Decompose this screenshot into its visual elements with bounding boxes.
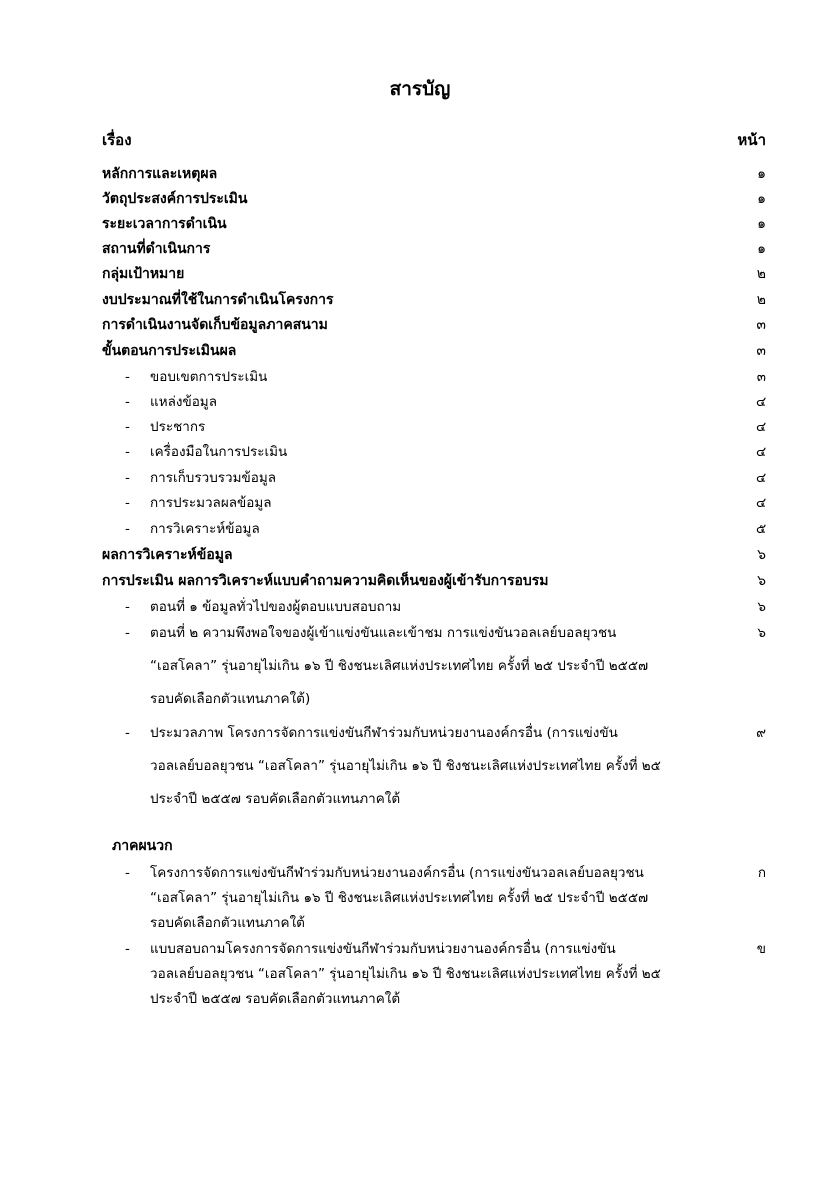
toc-subentry-line: ประมวลภาพ โครงการจัดการแข่งขันกีฬาร่วมกับหน่วยงานองค์กรอื่น (การแข่งขัน xyxy=(150,725,618,741)
page-column-header: หน้า xyxy=(737,131,766,149)
toc-entry-page: ๕ xyxy=(756,521,767,537)
toc-entry-label: การประเมิน ผลการวิเคราะห์แบบคำถามความคิดเห็นของผู้เข้ารับการอบรม xyxy=(102,573,549,589)
toc-subentry-label: การวิเคราะห์ข้อมูล xyxy=(150,521,260,537)
toc-subentry-line: “เอสโคลา” รุ่นอายุไม่เกิน ๑๖ ปี ชิงชนะเลิศแห่งประเทศไทย ครั้งที่ ๒๕ ประจำปี ๒๕๕๗ xyxy=(150,890,649,906)
toc-entry-page: ๑ xyxy=(757,241,766,257)
dash-marker: - xyxy=(125,444,130,460)
toc-subentry-line: “เอสโคลา” รุ่นอายุไม่เกิน ๑๖ ปี ชิงชนะเลิศแห่งประเทศไทย ครั้งที่ ๒๕ ประจำปี ๒๕๕๗ xyxy=(150,658,649,674)
toc-entry-label: หลักการและเหตุผล xyxy=(102,166,218,182)
topic-column-header: เรื่อง xyxy=(102,131,132,149)
toc-subentry-line: แบบสอบถามโครงการจัดการแข่งขันกีฬาร่วมกับหน่วยงานองค์กรอื่น (การแข่งขัน xyxy=(150,941,616,957)
toc-entry-page: ๔ xyxy=(756,470,767,486)
dash-marker: - xyxy=(125,725,130,741)
toc-entry-evaluation[interactable] xyxy=(102,569,766,594)
toc-entry-objectives[interactable] xyxy=(102,187,766,212)
toc-entry-target-group[interactable] xyxy=(102,262,766,287)
toc-entry-page: ๑ xyxy=(757,191,766,207)
toc-entry-label: สถานที่ดำเนินการ xyxy=(102,241,211,257)
toc-entry-page: ๑ xyxy=(757,216,766,232)
toc-entry-label: ขั้นตอนการประเมินผล xyxy=(102,343,237,359)
toc-entry-page: ๔ xyxy=(756,419,767,435)
toc-entry-page: ๔ xyxy=(756,444,767,460)
toc-entry-label: งบประมาณที่ใช้ในการดำเนินโครงการ xyxy=(102,292,334,308)
toc-entry-page: ๖ xyxy=(757,573,766,589)
toc-subentry-label: การเก็บรวบรวมข้อมูล xyxy=(150,470,277,486)
toc-entry-label: การดำเนินงานจัดเก็บข้อมูลภาคสนาม xyxy=(102,317,328,333)
toc-entry-page: ๒ xyxy=(756,266,766,282)
toc-entry-budget[interactable] xyxy=(102,288,766,313)
dash-marker: - xyxy=(125,599,130,615)
toc-subentry-line: รอบคัดเลือกตัวแทนภาคใต้ xyxy=(150,915,305,931)
toc-entry-page: ๒ xyxy=(756,292,766,308)
toc-subentry-label: ตอนที่ ๑ ข้อมูลทั่วไปของผู้ตอบแบบสอบถาม xyxy=(150,599,402,615)
dash-marker: - xyxy=(125,470,130,486)
appendix-title[interactable]: ภาคผนวก xyxy=(112,838,173,854)
toc-entry-label: ระยะเวลาการดำเนิน xyxy=(102,216,227,232)
page-title: สารบัญ xyxy=(389,78,451,100)
toc-entry-page: ๖ xyxy=(757,547,766,563)
toc-entry-evaluation-steps[interactable] xyxy=(102,339,766,364)
toc-entry-page: ๓ xyxy=(756,343,766,359)
toc-entry-page: ๖ xyxy=(757,625,766,641)
toc-subentry-label: ประชากร xyxy=(150,419,206,435)
toc-entry-page: ๔ xyxy=(756,394,767,410)
toc-entry-page: ๙ xyxy=(756,725,766,741)
toc-subentry-line: วอลเลย์บอลยุวชน “เอสโคลา” รุ่นอายุไม่เกิน ๑๖ ปี ชิงชนะเลิศแห่งประเทศไทย ครั้งที่ ๒๕ xyxy=(150,758,661,774)
toc-entry-page: ๔ xyxy=(756,495,767,511)
toc-entry-label: กลุ่มเป้าหมาย xyxy=(102,266,185,282)
toc-entry-duration[interactable] xyxy=(102,212,766,237)
dash-marker: - xyxy=(125,394,130,410)
toc-subentry-line: ประจำปี ๒๕๕๗ รอบคัดเลือกตัวแทนภาคใต้ xyxy=(150,791,401,807)
toc-subentry-line: ตอนที่ ๒ ความพึงพอใจของผู้เข้าแข่งขันและเข้าชม การแข่งขันวอลเลย์บอลยุวชน xyxy=(150,625,617,641)
toc-entry-analysis[interactable] xyxy=(102,543,766,568)
toc-subentry-label: การประมวลผลข้อมูล xyxy=(150,495,272,511)
toc-entry-page: ๖ xyxy=(757,599,766,615)
toc-subentry-line: ประจำปี ๒๕๕๗ รอบคัดเลือกตัวแทนภาคใต้ xyxy=(150,991,401,1007)
dash-marker: - xyxy=(125,941,130,957)
toc-subentry-line: รอบคัดเลือกตัวแทนภาคใต้) xyxy=(150,691,311,707)
toc-subentry-label: ขอบเขตการประเมิน xyxy=(150,369,268,385)
dash-marker: - xyxy=(125,625,130,641)
toc-entry-field-data[interactable] xyxy=(102,313,766,338)
toc-entry-rationale[interactable] xyxy=(102,162,766,187)
dash-marker: - xyxy=(125,369,130,385)
toc-entry-page: ๓ xyxy=(756,317,766,333)
toc-subentry-line: วอลเลย์บอลยุวชน “เอสโคลา” รุ่นอายุไม่เกิน ๑๖ ปี ชิงชนะเลิศแห่งประเทศไทย ครั้งที่ ๒๕ xyxy=(150,966,661,982)
toc-subentry-label: แหล่งข้อมูล xyxy=(150,394,217,410)
toc-entry-page: ๑ xyxy=(757,166,766,182)
toc-subentry-label: เครื่องมือในการประเมิน xyxy=(150,444,288,460)
toc-entry-label: วัตถุประสงค์การประเมิน xyxy=(102,191,248,207)
dash-marker: - xyxy=(125,865,130,881)
toc-entry-location[interactable] xyxy=(102,237,766,262)
dash-marker: - xyxy=(125,521,130,537)
toc-subentry-line: โครงการจัดการแข่งขันกีฬาร่วมกับหน่วยงานองค์กรอื่น (การแข่งขันวอลเลย์บอลยุวชน xyxy=(150,865,644,881)
toc-entry-page: ๓ xyxy=(756,369,766,385)
toc-entry-page: ข xyxy=(756,941,766,957)
dash-marker: - xyxy=(125,495,130,511)
dash-marker: - xyxy=(125,419,130,435)
toc-entry-label: ผลการวิเคราะห์ข้อมูล xyxy=(102,547,233,563)
toc-entry-page: ก xyxy=(757,865,766,881)
